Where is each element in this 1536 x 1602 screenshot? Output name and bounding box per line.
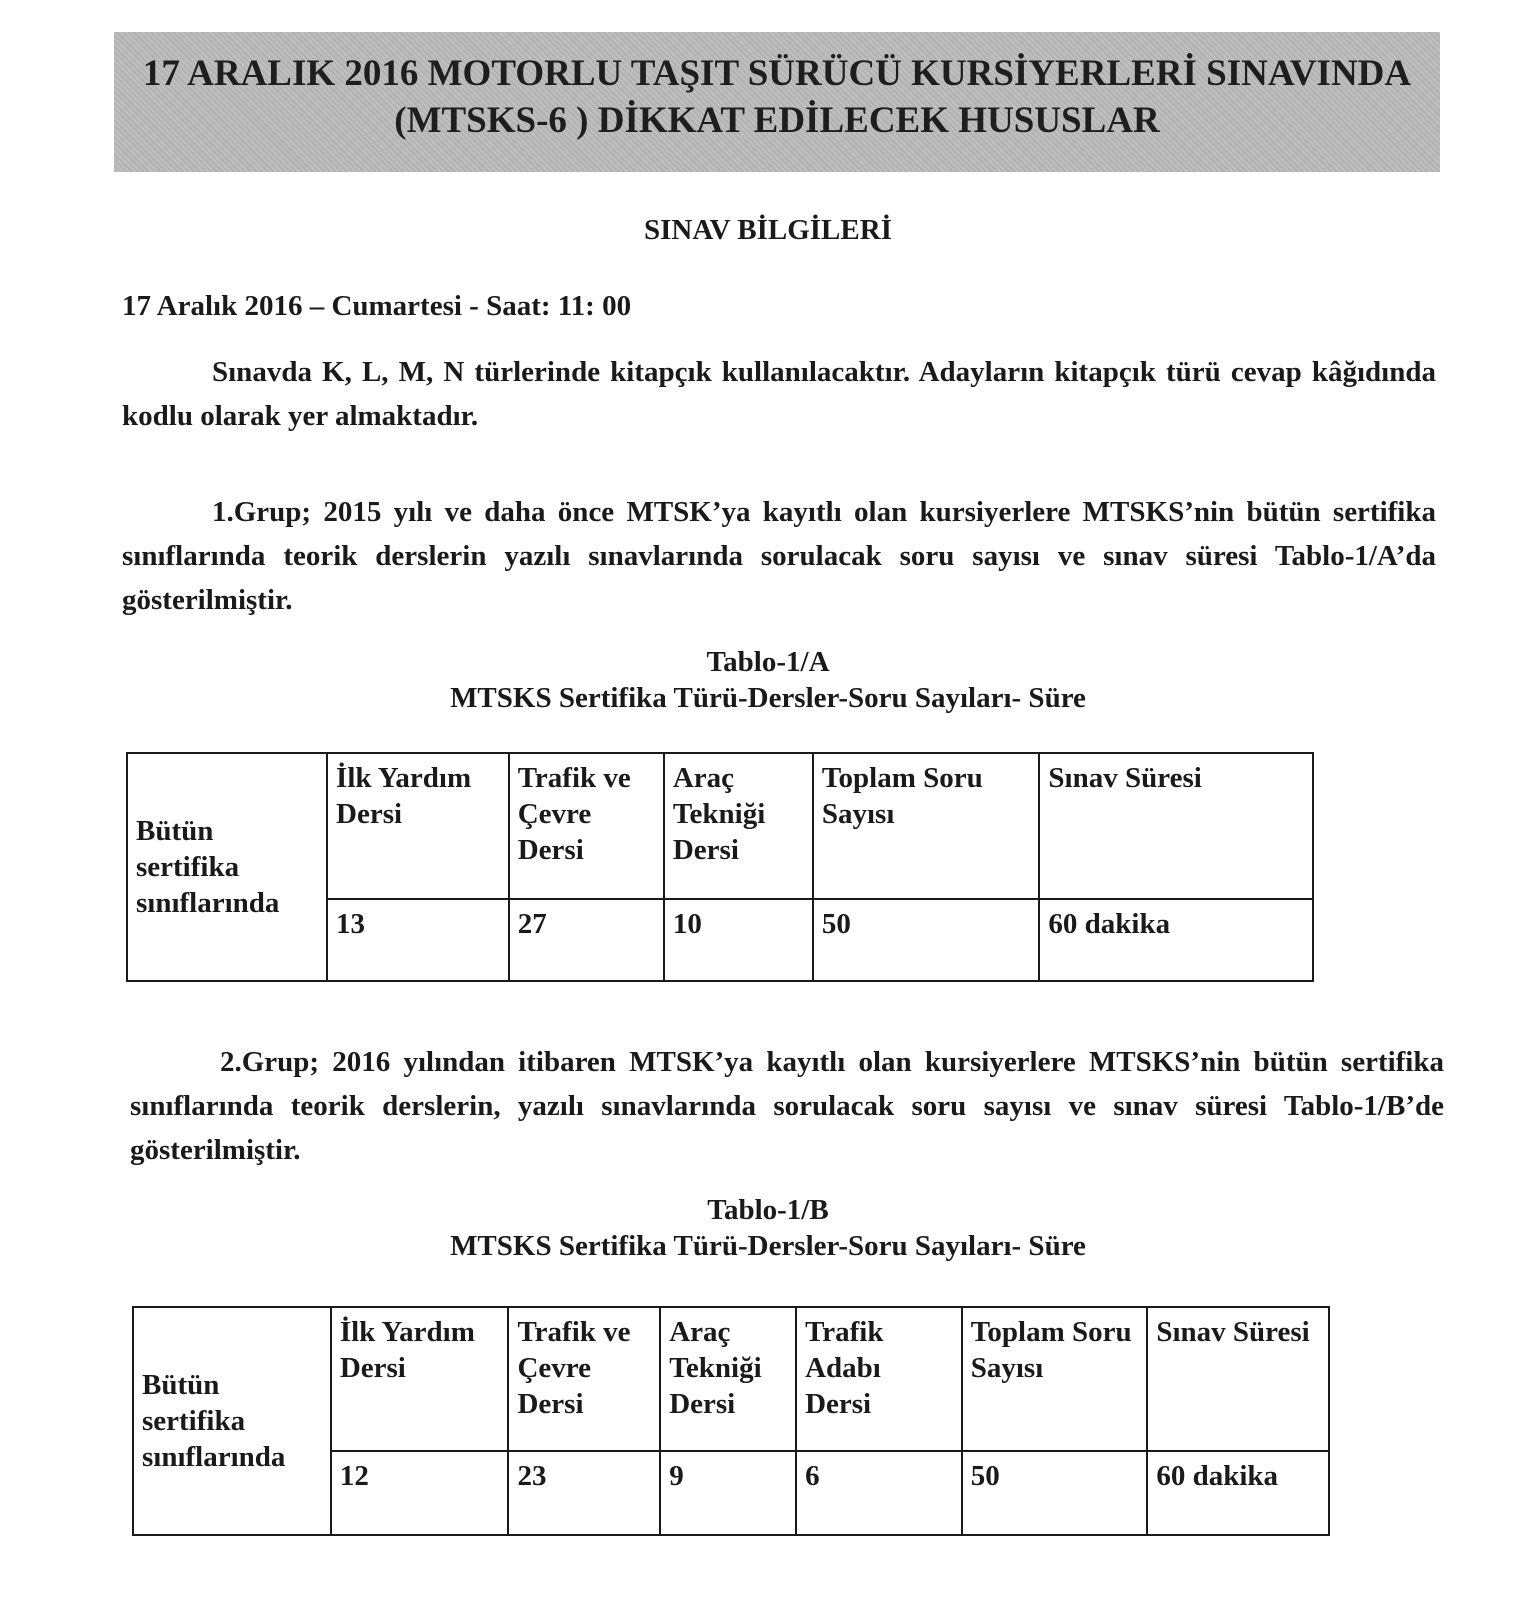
banner-title-line-2: (MTSKS-6 ) DİKKAT EDİLECEK HUSUSLAR [394, 100, 1160, 141]
table-b-header-cell: Trafik ve Çevre Dersi [508, 1307, 660, 1451]
table-a-header-cell: Sınav Süresi [1039, 753, 1313, 899]
table-a-value-cell: 60 dakika [1039, 899, 1313, 981]
booklet-paragraph: Sınavda K, L, M, N türlerinde kitapçık kullanılacaktır. Adayların kitapçık türü cevap kâğıdında kodlu olarak yer almaktadır. [122, 356, 1436, 432]
table-b-subtitle: MTSKS Sertifika Türü-Dersler-Soru Sayıları- Süre [450, 1230, 1086, 1262]
table-a-header-cell: Araç Tekniği Dersi [664, 753, 813, 899]
table-b-value-cell: 9 [660, 1451, 796, 1535]
table-a-subtitle: MTSKS Sertifika Türü-Dersler-Soru Sayıları- Süre [450, 682, 1086, 714]
table-a-value-cell: 13 [327, 899, 509, 981]
section-title: SINAV BİLGİLERİ [644, 214, 892, 246]
table-a-header-cell: İlk Yardım Dersi [327, 753, 509, 899]
table-b-value-cell: 6 [796, 1451, 962, 1535]
table-a-caption-block [0, 644, 1536, 716]
title-banner [114, 32, 1440, 172]
table-b-value-cell: 60 dakika [1147, 1451, 1329, 1535]
table-a-caption: Tablo-1/A [706, 646, 830, 678]
table-a-header-row [127, 753, 1313, 899]
table-b-caption: Tablo-1/B [707, 1194, 829, 1226]
table-a-value-cell: 10 [664, 899, 813, 981]
table-b-value-cell: 12 [331, 1451, 509, 1535]
table-a-header-cell: Trafik ve Çevre Dersi [509, 753, 664, 899]
table-b-caption-block [0, 1192, 1536, 1264]
table-b-header-cell: Trafik Adabı Dersi [796, 1307, 962, 1451]
table-a-value-cell: 50 [813, 899, 1040, 981]
table-a-value-cell: 27 [509, 899, 664, 981]
table-a-row-header: Bütün sertifika sınıflarında [127, 753, 327, 981]
table-b-header-cell: Sınav Süresi [1147, 1307, 1329, 1451]
table-b-header-cell: İlk Yardım Dersi [331, 1307, 509, 1451]
banner-title-line-1: 17 ARALIK 2016 MOTORLU TAŞIT SÜRÜCÜ KURSİYERLERİ SINAVINDA [142, 53, 1412, 94]
table-b-header-cell: Toplam Soru Sayısı [962, 1307, 1148, 1451]
group2-paragraph: 2.Grup; 2016 yılından itibaren MTSK’ya kayıtlı olan kursiyerlere MTSKS’nin bütün sertifika sınıflarında teorik derslerin, yazılı sınavlarında sorulacak soru sayısı ve sınav süresi Tablo-1/B’de gösterilmiştir. [130, 1046, 1444, 1166]
table-b-header-row [133, 1307, 1329, 1451]
table-a-header-cell: Toplam Soru Sayısı [813, 753, 1040, 899]
exam-date-line: 17 Aralık 2016 – Cumartesi - Saat: 11: 00 [122, 290, 632, 322]
table-b-row-header: Bütün sertifika sınıflarında [133, 1307, 331, 1535]
table-b-value-cell: 23 [508, 1451, 660, 1535]
table-b [132, 1306, 1330, 1536]
table-a [126, 752, 1314, 982]
table-b-header-cell: Araç Tekniği Dersi [660, 1307, 796, 1451]
group1-paragraph: 1.Grup; 2015 yılı ve daha önce MTSK’ya kayıtlı olan kursiyerlere MTSKS’nin bütün sertifika sınıflarında teorik derslerin yazılı sınavlarında sorulacak soru sayısı ve sınav süresi Tablo-1/A’da gösterilmiştir. [122, 496, 1436, 616]
table-b-value-cell: 50 [962, 1451, 1148, 1535]
